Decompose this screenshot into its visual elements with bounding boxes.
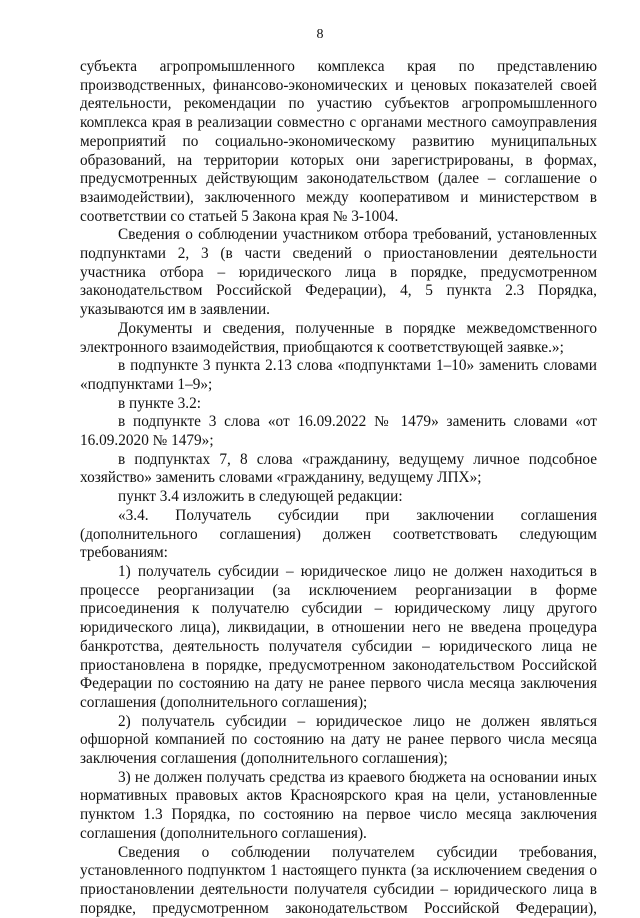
paragraph: пункт 3.4 изложить в следующей редакции: <box>118 488 403 506</box>
paragraph: 3) не должен получать средства из краевого бюджета на основании иных нормативных правовых актов Красноярского края на цели, установленные пунктом 1.3 Порядка, по состоянию на первое число месяца заключения соглашения (дополнительного соглашения). <box>80 768 597 842</box>
paragraph: 2) получатель субсидии – юридическое лицо не должен являться офшорной компанией по состоянию на дату не ранее первого числа месяца заключения соглашения (дополнительного соглашения); <box>80 712 597 768</box>
paragraph: Сведения о соблюдении получателем субсидии требования, установленного подпунктом 1 настоящего пункта (за исключением сведения о приостановлении деятельности получателя субсидии – юридического лица в порядке, предусмотренном законодательством Российской Федерации), <box>80 843 597 917</box>
paragraph: в подпункте 3 слова «от 16.09.2022 № 1479» заменить словами «от 16.09.2020 № 1479»; <box>80 413 597 450</box>
paragraph: Сведения о соблюдении участником отбора требований, установленных подпунктами 2, 3 (в части сведений о приостановлении деятельности участника отбора – юридического лица в порядке, предусмотренном законодательством Российской Федерации), 4, 5 пункта 2.3 Порядка, указываются им в заявлении. <box>80 226 597 319</box>
paragraph: Документы и сведения, полученные в порядке межведомственного электронного взаимодействия, приобщаются к соответствующей заявке.»; <box>80 319 597 356</box>
paragraph: субъекта агропромышленного комплекса края по представлению производственных, финансово-экономических и ценовых показателей своей деятельности, рекомендации по участию субъектов агропромышленного комплекса края в реализации совместно с органами местного самоуправления мероприятий по социально-экономическому развитию муниципальных образований, на территории которых они зарегистрированы, в формах, предусмотренных действующим законодательством (далее – соглашение о взаимодействии), заключенного между кооперативом и министерством в соответствии со статьей 5 Закона края № 3-1004. <box>80 58 597 225</box>
paragraph: в подпункте 3 пункта 2.13 слова «подпунктами 1–10» заменить словами «подпунктами 1–9»; <box>80 357 597 393</box>
paragraph: в пункте 3.2: <box>118 394 201 412</box>
paragraph: 1) получатель субсидии – юридическое лицо не должен находиться в процессе реорганизации (за исключением реорганизации в форме присоединения к получателю субсидии – юридическому лицу другого юридического лица), ликвидации, в отношении него не введена процедура банкротства, деятельность получателя субсидии – юридического лица не приостановлена в порядке, предусмотренном законодательством Российской Федерации по состоянию на дату не ранее первого числа месяца заключения соглашения (дополнительного соглашения); <box>80 562 597 711</box>
document-body <box>80 58 597 918</box>
paragraph: «3.4. Получатель субсидии при заключении соглашения (дополнительного соглашения) должен соответствовать следующим требованиям: <box>80 506 597 562</box>
page-number: 8 <box>316 27 324 42</box>
paragraph: в подпунктах 7, 8 слова «гражданину, ведущему личное подсобное хозяйство» заменить словами «гражданину, ведущему ЛПХ»; <box>80 450 597 487</box>
